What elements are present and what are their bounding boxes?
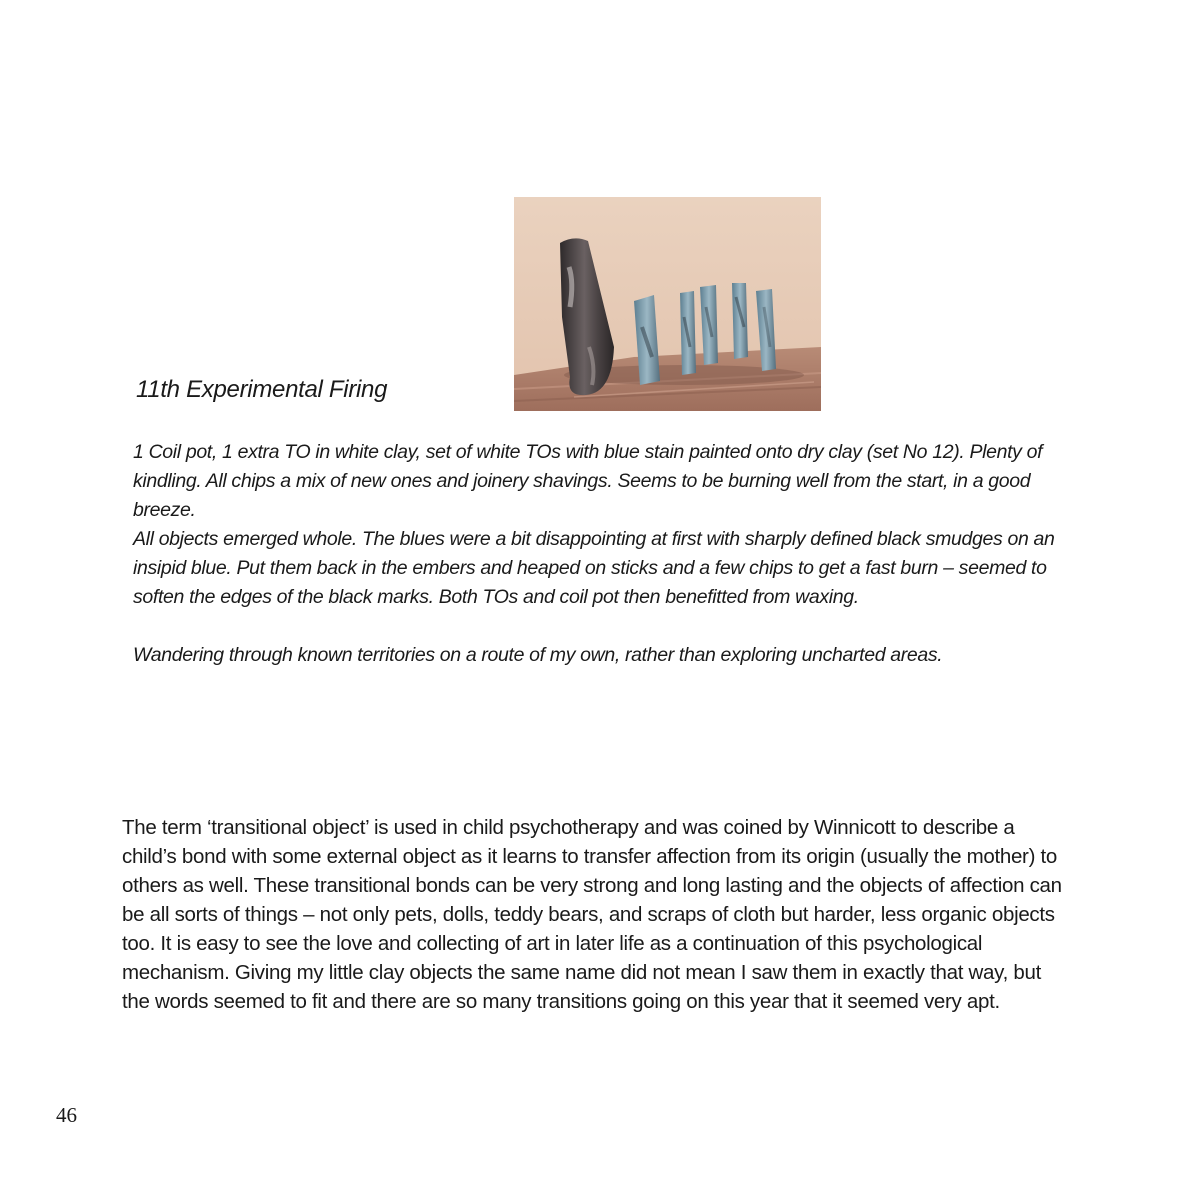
firing-notes-paragraph-1: 1 Coil pot, 1 extra TO in white clay, set of white TOs with blue stain painted onto dry clay (set No 12). Plenty of kindling. All chips a mix of new ones and joinery shavings. Seems to be burning well from the start, in a good breeze. [133, 441, 1043, 521]
firing-notes-paragraph-2: All objects emerged whole. The blues were a bit disappointing at first with sharply defined black smudges on an insipid blue. Put them back in the embers and heaped on sticks and a few chips to get a fast burn – seemed to soften the edges of the black marks. Both TOs and coil pot then benefitted from waxing. [133, 528, 1055, 608]
firing-notes [133, 438, 1068, 670]
firing-title: 11th Experimental Firing [136, 376, 388, 403]
page-number: 46 [56, 1103, 77, 1127]
paragraph-spacer [133, 612, 1068, 641]
clay-objects-photo [514, 197, 821, 411]
essay-paragraph: The term ‘transitional object’ is used in child psychotherapy and was coined by Winnicott to describe a child’s bond with some external object as it learns to transfer affection from its origin (usually the mother) to others as well. These transitional bonds can be very strong and long lasting and the objects of affection can be all sorts of things – not only pets, dolls, teddy bears, and scraps of cloth but harder, less organic objects too. It is easy to see the love and collecting of art in later life as a continuation of this psychological mechanism. Giving my little clay objects the same name did not mean I saw them in exactly that way, but the words seemed to fit and there are so many transitions going on this year that it seemed very apt. [122, 816, 1062, 1013]
firing-reflection: Wandering through known territories on a route of my own, rather than exploring uncharted areas. [133, 644, 943, 666]
